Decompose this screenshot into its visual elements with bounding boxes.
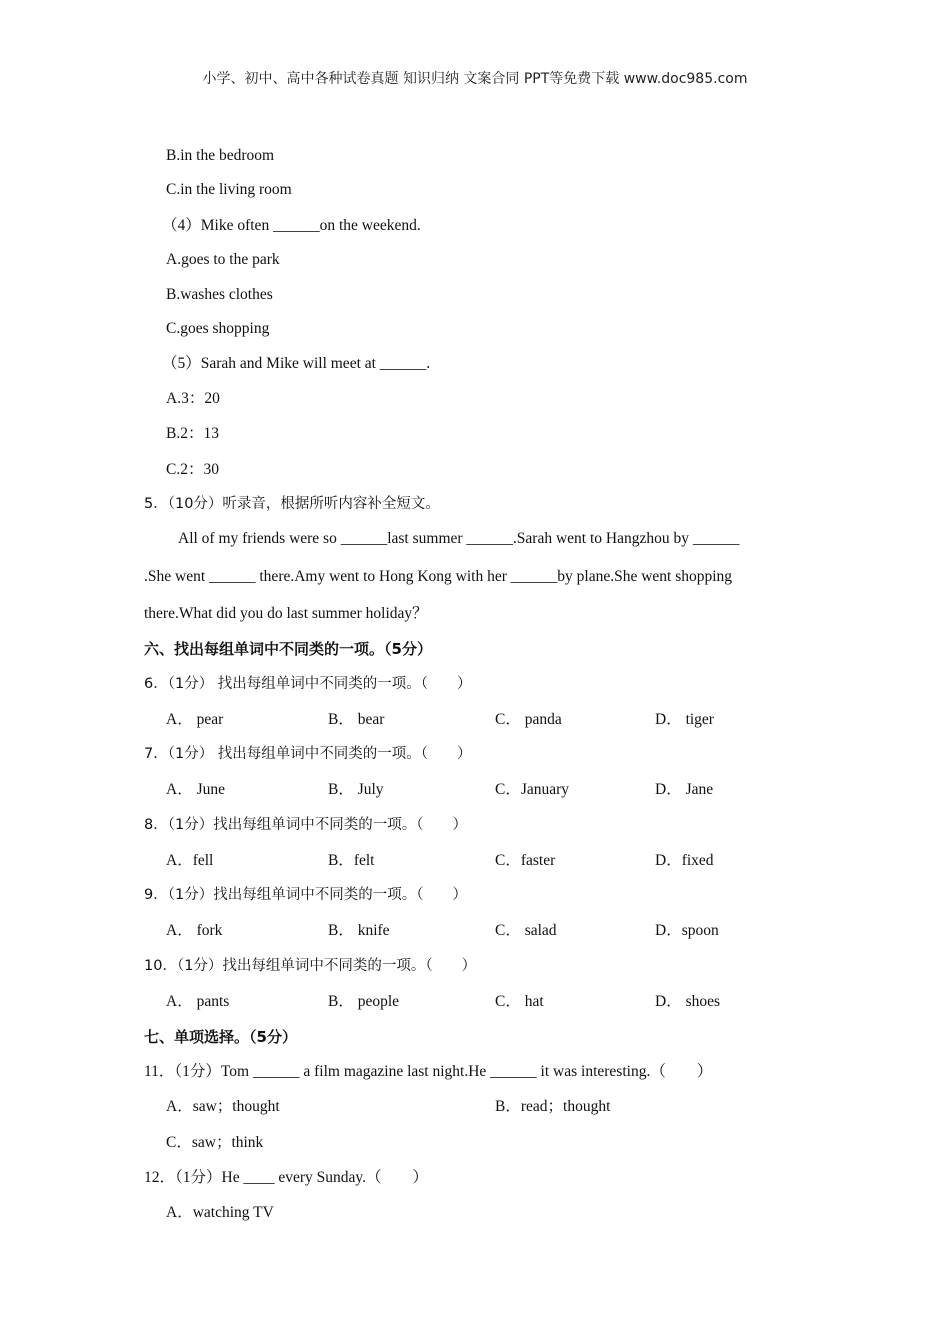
q7-option-c: C．January <box>495 781 570 798</box>
q5-stem: （5）Sarah and Mike will meet at ______. <box>162 355 431 372</box>
q5-passage-line3: there.What did you do last summer holiday？ <box>144 605 428 622</box>
q12-option-a: A．watching TV <box>166 1204 274 1221</box>
q8-option-a: A．fell <box>166 852 214 869</box>
q11-option-c: C．saw；think <box>166 1134 264 1151</box>
q4-stem: （4）Mike often ______on the weekend. <box>162 217 421 234</box>
q12-stem: 12．（1分）He ____ every Sunday.（ ） <box>144 1169 428 1186</box>
q4-option-b: B.washes clothes <box>166 286 273 303</box>
q6-stem: 6．（1分） 找出每组单词中不同类的一项。（ ） <box>144 676 472 692</box>
q5-passage-stem: 5．（10分）听录音，根据所听内容补全短文。 <box>144 496 440 512</box>
q9-option-c: C． salad <box>495 922 557 939</box>
q4-option-a: A.goes to the park <box>166 251 280 268</box>
q4-option-c: C.goes shopping <box>166 320 270 337</box>
q7-option-a: A． June <box>166 781 225 798</box>
section-6-title: 六、找出每组单词中不同类的一项。（5分） <box>144 640 432 658</box>
q3-option-b: B.in the bedroom <box>166 147 275 164</box>
q6-option-b: B． bear <box>328 711 385 728</box>
q10-option-b: B． people <box>328 993 400 1010</box>
q5-passage-line1: All of my friends were so ______last summer ______.Sarah went to Hangzhou by ______ <box>178 530 740 547</box>
q11-option-a: A．saw；thought <box>166 1098 280 1115</box>
q9-option-b: B． knife <box>328 922 390 939</box>
q9-stem: 9．（1分）找出每组单词中不同类的一项。（ ） <box>144 887 467 903</box>
q6-option-a: A． pear <box>166 711 224 728</box>
q6-option-d: D． tiger <box>655 711 714 728</box>
q10-stem: 10．（1分）找出每组单词中不同类的一项。（ ） <box>144 958 477 974</box>
q8-option-d: D．fixed <box>655 852 714 869</box>
q5-option-b: B.2：13 <box>166 425 219 442</box>
q10-option-d: D． shoes <box>655 993 721 1010</box>
q10-option-a: A． pants <box>166 993 230 1010</box>
q8-stem: 8．（1分）找出每组单词中不同类的一项。（ ） <box>144 817 467 833</box>
q9-option-a: A． fork <box>166 922 223 939</box>
q11-stem: 11．（1分）Tom ______ a film magazine last night.He ______ it was interesting.（ ） <box>144 1063 713 1080</box>
q7-option-b: B． July <box>328 781 384 798</box>
q5-option-a: A.3：20 <box>166 390 220 407</box>
q5-passage-line2: .She went ______ there.Amy went to Hong Kong with her ______by plane.She went shopping <box>144 568 733 585</box>
q6-option-c: C． panda <box>495 711 562 728</box>
q11-option-b: B．read；thought <box>495 1098 611 1115</box>
q5-option-c: C.2：30 <box>166 461 219 478</box>
q9-option-d: D．spoon <box>655 922 719 939</box>
section-7-title: 七、单项选择。（5分） <box>144 1028 297 1046</box>
q3-option-c: C.in the living room <box>166 181 292 198</box>
q8-option-b: B．felt <box>328 852 375 869</box>
q10-option-c: C． hat <box>495 993 544 1010</box>
page-header: 小学、初中、高中各种试卷真题 知识归纳 文案合同 PPT等免费下载 www.doc985.com <box>202 71 748 87</box>
q7-option-d: D． Jane <box>655 781 714 798</box>
q7-stem: 7．（1分） 找出每组单词中不同类的一项。（ ） <box>144 746 472 762</box>
q8-option-c: C．faster <box>495 852 556 869</box>
